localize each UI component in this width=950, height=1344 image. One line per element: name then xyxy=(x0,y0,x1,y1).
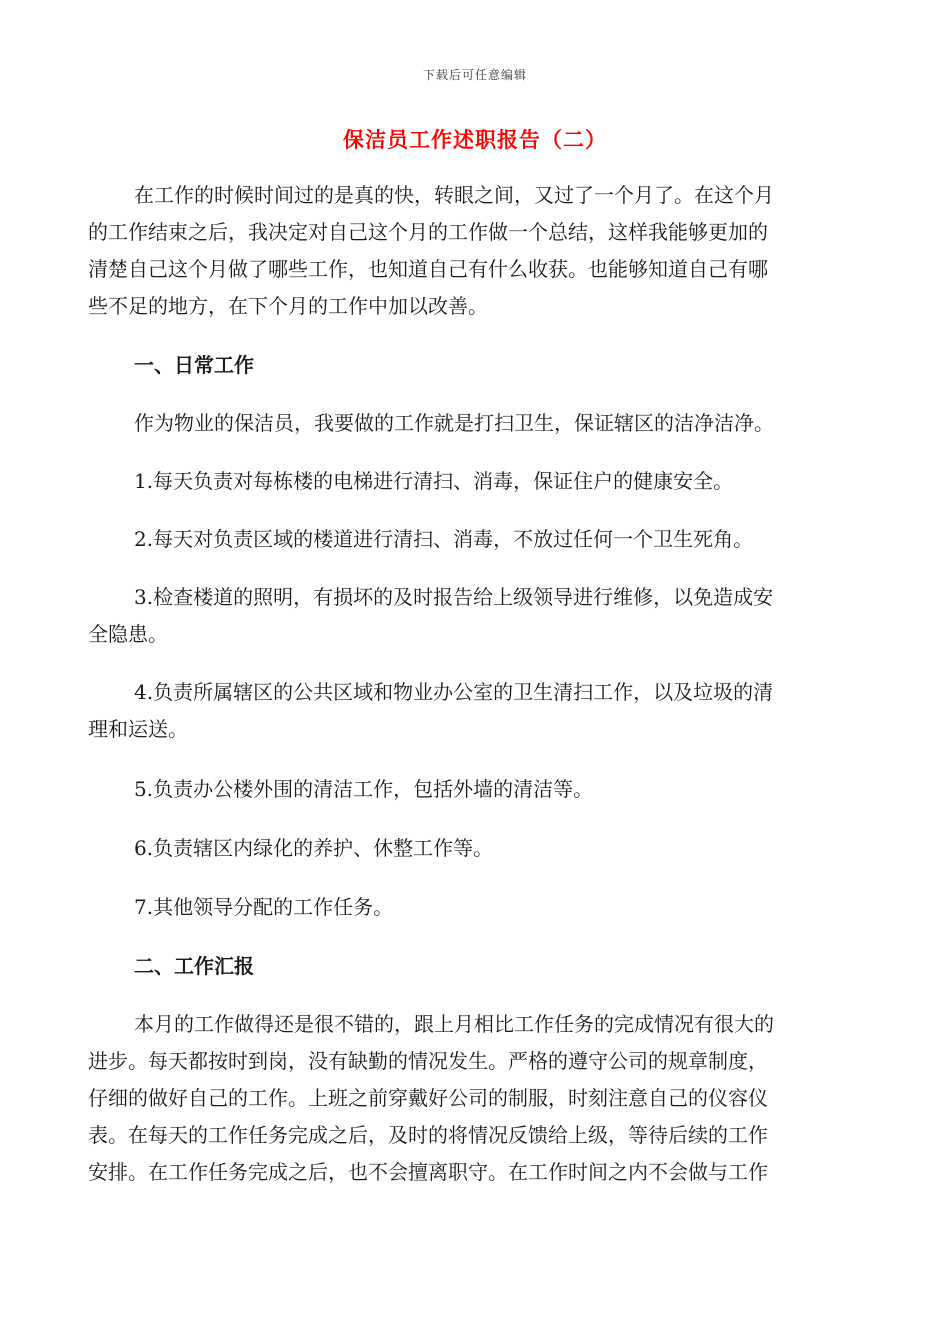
document-title: 保洁员工作述职报告（二） xyxy=(343,127,607,152)
intro-line: 的工作结束之后，我决定对自己这个月的工作做一个总结，这样我能够更加的 xyxy=(88,220,768,244)
list-item xyxy=(88,889,858,926)
report-paragraph xyxy=(88,1006,853,1191)
list-item-text: 7.其他领导分配的工作任务。 xyxy=(134,895,394,919)
report-line: 表。在每天的工作任务完成之后，及时的将情况反馈给上级，等待后续的工作 xyxy=(88,1123,768,1147)
section1-lead xyxy=(88,405,858,442)
list-item-text: 3.检查楼道的照明，有损坏的及时报告给上级领导进行维修，以免造成安 xyxy=(134,585,774,609)
list-item-text: 6.负责辖区内绿化的养护、休整工作等。 xyxy=(134,836,494,860)
list-item xyxy=(88,830,858,867)
list-item-text: 5.负责办公楼外围的清洁工作，包括外墙的清洁等。 xyxy=(134,777,594,801)
list-item-continuation: 全隐患。 xyxy=(88,622,168,646)
list-item-text: 4.负责所属辖区的公共区域和物业办公室的卫生清扫工作，以及垃圾的清 xyxy=(134,680,774,704)
list-item-text: 2.每天对负责区域的楼道进行清扫、消毒，不放过任何一个卫生死角。 xyxy=(134,527,754,551)
section-heading-work-report: 二、工作汇报 xyxy=(134,954,254,978)
list-item xyxy=(88,674,858,748)
list-item xyxy=(88,579,858,653)
header-note: 下载后可任意编辑 xyxy=(422,68,527,82)
intro-line: 在工作的时候时间过的是真的快，转眼之间，又过了一个月了。在这个月 xyxy=(134,183,774,207)
report-line: 进步。每天都按时到岗，没有缺勤的情况发生。严格的遵守公司的规章制度， xyxy=(88,1049,768,1073)
report-line: 本月的工作做得还是很不错的，跟上月相比工作任务的完成情况有很大的 xyxy=(134,1012,774,1036)
list-item-continuation: 理和运送。 xyxy=(88,717,188,741)
list-item xyxy=(88,521,858,558)
list-item-text: 1.每天负责对每栋楼的电梯进行清扫、消毒，保证住户的健康安全。 xyxy=(134,469,734,493)
intro-line: 些不足的地方，在下个月的工作中加以改善。 xyxy=(88,294,488,318)
section1-lead-text: 作为物业的保洁员，我要做的工作就是打扫卫生，保证辖区的洁净洁净。 xyxy=(134,411,774,435)
report-line: 仔细的做好自己的工作。上班之前穿戴好公司的制服，时刻注意自己的仪容仪 xyxy=(88,1086,768,1110)
report-line: 安排。在工作任务完成之后，也不会擅离职守。在工作时间之内不会做与工作 xyxy=(88,1160,768,1184)
list-item xyxy=(88,463,858,500)
list-item xyxy=(88,771,858,808)
section-heading-daily-work: 一、日常工作 xyxy=(134,353,254,377)
intro-line: 清楚自己这个月做了哪些工作，也知道自己有什么收获。也能够知道自己有哪 xyxy=(88,257,768,281)
intro-paragraph xyxy=(88,177,853,325)
